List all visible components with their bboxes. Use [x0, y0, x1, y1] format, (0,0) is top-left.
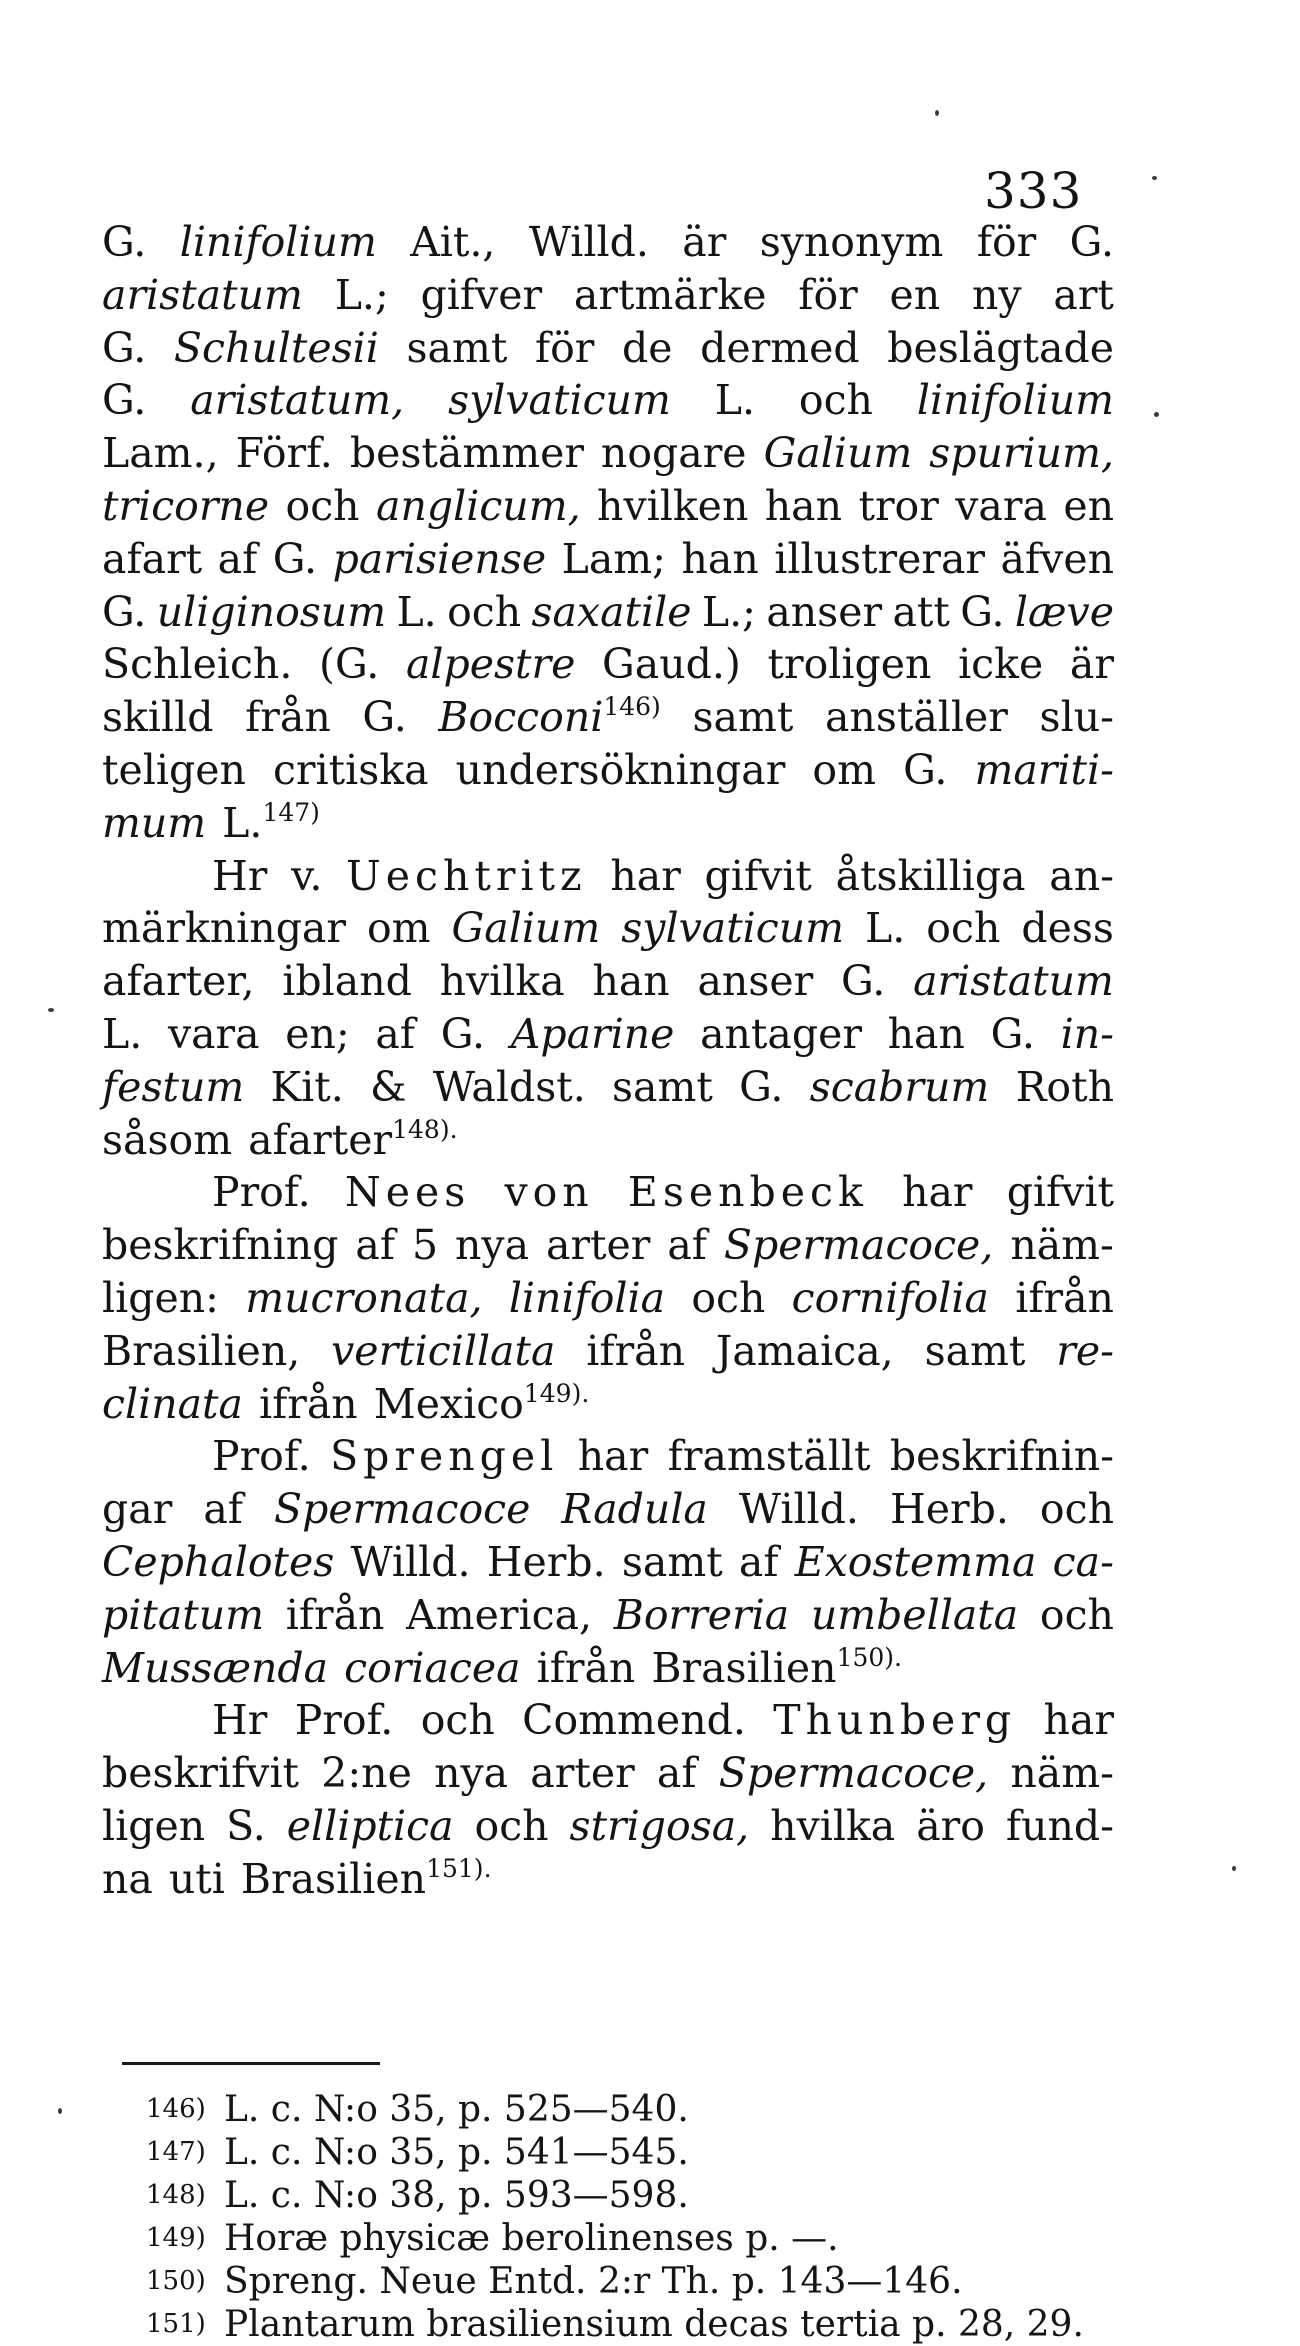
word: och — [474, 1801, 549, 1850]
word: synonym — [759, 218, 944, 266]
page-number: 333 — [984, 162, 1083, 220]
word: samt — [406, 323, 508, 372]
footnote-ref: 149). — [523, 1378, 590, 1408]
word: cornifolia — [791, 1273, 989, 1322]
word: gifvit — [1006, 1168, 1114, 1217]
word: G. — [739, 1062, 784, 1111]
word: Brasilien$^{151).}$ — [240, 1853, 492, 1903]
word: Aparine — [510, 1009, 675, 1058]
word: hvilka — [439, 957, 565, 1006]
text-line — [102, 955, 1114, 1008]
word: afarter$^{148).}$ — [248, 1114, 458, 1164]
text-line — [102, 374, 1114, 427]
word: har — [902, 1168, 973, 1217]
footnote-number: 151) — [146, 2309, 206, 2339]
text-line — [102, 1853, 1114, 1906]
ink-speck — [935, 110, 939, 116]
word: beskrifning — [102, 1221, 339, 1270]
word: umbellata — [810, 1590, 1019, 1639]
word: Mussænda — [102, 1643, 329, 1692]
word: Lam; — [561, 534, 666, 583]
word: har — [610, 851, 681, 900]
text-line — [102, 1747, 1114, 1800]
word: anser — [766, 587, 883, 636]
word: afart — [102, 534, 203, 583]
word: clinata — [102, 1379, 243, 1428]
word: är — [1069, 640, 1114, 689]
ink-speck — [1154, 412, 1159, 417]
word: om — [812, 745, 876, 794]
footnotes — [146, 2088, 1106, 2346]
word: och — [926, 904, 1001, 953]
word: G. — [272, 534, 318, 583]
word: Willd. — [528, 218, 649, 266]
word: gar — [102, 1485, 173, 1534]
footnote-number: 146) — [146, 2094, 206, 2124]
footnote-ref: 150). — [836, 1642, 902, 1672]
word: Bocconi$^{146)}$ — [438, 691, 661, 742]
word: (G. — [318, 640, 380, 689]
word: linifolium — [179, 218, 377, 266]
word: dess — [1021, 904, 1114, 953]
text-line — [102, 850, 1114, 903]
word: na — [102, 1854, 153, 1903]
footnote-text: Horæ physicæ berolinenses p. —. — [224, 2218, 839, 2259]
word: Spermacoce, — [718, 1749, 989, 1798]
word: G. — [102, 323, 147, 372]
footnote — [146, 2131, 1106, 2174]
word: framställt — [667, 1432, 871, 1481]
word: Galium — [763, 429, 913, 478]
word: G. — [102, 587, 147, 636]
word: Gaud.) — [602, 640, 741, 689]
word: aristatum, — [190, 376, 405, 425]
word: äro — [916, 1801, 985, 1850]
word: mariti- — [974, 745, 1114, 794]
text-line — [102, 1325, 1114, 1378]
word: G. — [440, 1009, 486, 1058]
word: vara — [955, 481, 1047, 530]
footnote-text: L. c. N:o 35, p. 541—545. — [224, 2132, 689, 2173]
word: an- — [1049, 851, 1114, 900]
word: aristatum — [102, 270, 303, 319]
word: G. — [102, 218, 147, 266]
word: mum — [102, 798, 207, 847]
word: för — [534, 323, 595, 372]
word: åtskilliga — [835, 851, 1026, 900]
word: af — [355, 1221, 396, 1270]
word: sylvaticum — [448, 376, 671, 425]
word: L. — [865, 904, 906, 953]
footnote — [146, 2174, 1106, 2217]
word: Lam., — [102, 429, 219, 478]
word: teligen — [102, 745, 246, 794]
word: Spermacoce, — [723, 1221, 994, 1270]
footnote-number: 147) — [146, 2137, 206, 2167]
word: Ait., — [410, 218, 496, 266]
word: hvilken — [597, 481, 749, 530]
text-line — [102, 1008, 1114, 1061]
word: Mexico$^{149).}$ — [373, 1378, 590, 1428]
word: ligen — [102, 1801, 206, 1850]
text-line — [102, 1061, 1114, 1114]
word: arter — [530, 1749, 635, 1798]
word: critiska — [272, 745, 429, 794]
word: och — [1039, 1590, 1114, 1639]
word: han — [592, 957, 670, 1006]
text-line — [102, 586, 1114, 639]
word: och — [1039, 1485, 1114, 1534]
word: Schultesii — [173, 323, 379, 372]
footnote-text: L. c. N:o 35, p. 525—540. — [224, 2089, 689, 2130]
word: Waldst. — [432, 1062, 586, 1111]
word: och — [285, 481, 360, 530]
word: Kit. — [270, 1062, 344, 1111]
text-line — [102, 1483, 1114, 1536]
word: Roth — [1015, 1062, 1114, 1111]
text-line — [102, 1378, 1114, 1431]
word: af — [375, 1009, 416, 1058]
footnote-number: 148) — [146, 2180, 206, 2210]
word: vara — [167, 1009, 260, 1058]
word: Hr — [212, 1696, 268, 1745]
word: från — [245, 693, 331, 742]
word: parisiense — [332, 534, 547, 583]
word: för — [976, 218, 1037, 266]
word: har — [1043, 1696, 1114, 1745]
word: ligen: — [102, 1273, 219, 1322]
word: v. — [291, 851, 323, 900]
word: Uechtritz — [346, 851, 587, 900]
word: och — [420, 1696, 495, 1745]
word: äfven — [1000, 534, 1114, 583]
text-line — [102, 427, 1114, 480]
text-line — [102, 1114, 1114, 1167]
word: Schleich. — [102, 640, 293, 689]
word: icke — [958, 640, 1044, 689]
word: beskrifnin- — [889, 1432, 1114, 1481]
word: en — [1063, 481, 1114, 530]
word: in- — [1060, 1009, 1114, 1058]
word: L. — [714, 376, 755, 425]
word: arter — [546, 1221, 651, 1270]
footnote — [146, 2088, 1106, 2131]
word: af — [217, 534, 258, 583]
word: 5 — [411, 1221, 439, 1270]
word: alpestre — [405, 640, 576, 689]
word: 2:ne — [321, 1749, 412, 1798]
word: märkningar — [102, 904, 346, 953]
word: tror — [858, 481, 939, 530]
word: hvilka — [770, 1801, 896, 1850]
word: tricorne — [102, 481, 270, 530]
word: & — [370, 1062, 407, 1111]
word: samt — [612, 1062, 713, 1111]
word: af — [203, 1485, 243, 1534]
footnote-text: L. c. N:o 38, p. 593—598. — [224, 2175, 689, 2216]
word: pitatum — [102, 1590, 265, 1639]
ink-speck — [1232, 1866, 1236, 1871]
word: scabrum — [809, 1062, 990, 1111]
word: læve — [1014, 587, 1114, 636]
footnote — [146, 2303, 1106, 2346]
ink-speck — [1152, 176, 1157, 180]
text-line — [102, 1642, 1114, 1695]
word: af — [656, 1749, 697, 1798]
word: Jamaica, — [715, 1326, 894, 1375]
word: nya — [434, 1749, 509, 1798]
footnote-rule — [122, 2062, 380, 2065]
word: Brasilien, — [102, 1326, 301, 1375]
text-line — [102, 1219, 1114, 1272]
word: slu- — [1039, 693, 1114, 742]
body-text — [102, 216, 1114, 1906]
text-line — [102, 902, 1114, 955]
word: ifrån — [536, 1643, 636, 1692]
word: Nees — [344, 1168, 471, 1217]
word: nogare — [600, 429, 747, 478]
word: ny — [972, 270, 1022, 319]
text-line — [102, 322, 1114, 375]
text-line — [102, 744, 1114, 797]
word: art — [1053, 270, 1114, 319]
word: Brasilien$^{150).}$ — [651, 1642, 902, 1692]
word: mucronata, — [245, 1273, 483, 1322]
word: America, — [406, 1590, 593, 1639]
word: saxatile — [531, 587, 692, 636]
word: L.$^{147)}$ — [222, 797, 320, 847]
word: uliginosum — [156, 587, 387, 636]
word: att — [892, 587, 950, 636]
word: af — [738, 1537, 779, 1586]
word: anglicum, — [376, 481, 581, 530]
word: han — [764, 481, 843, 530]
word: Sprengel — [330, 1432, 559, 1481]
ink-speck — [48, 1008, 54, 1012]
word: beskrifvit — [102, 1749, 300, 1798]
word: och — [691, 1273, 766, 1322]
word: har — [577, 1432, 649, 1481]
word: Hr — [212, 851, 268, 900]
text-line — [102, 216, 1114, 269]
word: ifrån — [586, 1326, 686, 1375]
text-line — [102, 797, 1114, 850]
word: S. — [226, 1801, 266, 1850]
word: en; — [285, 1009, 350, 1058]
word: linifolia — [508, 1273, 666, 1322]
word: samt — [924, 1326, 1026, 1375]
word: Herb. — [889, 1485, 1009, 1534]
word: Radula — [561, 1485, 708, 1534]
word: ifrån — [285, 1590, 385, 1639]
word: strigosa, — [569, 1801, 750, 1850]
word: uti — [168, 1854, 225, 1903]
word: gifvit — [704, 851, 812, 900]
word: troligen — [767, 640, 932, 689]
word: Willd. — [350, 1537, 471, 1586]
word: såsom — [102, 1115, 233, 1164]
word: ibland — [282, 957, 412, 1006]
word: Commend. — [522, 1696, 746, 1745]
footnote-number: 150) — [146, 2266, 206, 2296]
word: aristatum — [913, 957, 1114, 1006]
word: L. — [102, 1009, 143, 1058]
word: festum — [102, 1062, 245, 1111]
word: verticillata — [331, 1326, 556, 1375]
word: elliptica — [286, 1801, 454, 1850]
word: han — [681, 534, 759, 583]
text-line — [102, 1589, 1114, 1642]
word: är — [682, 218, 727, 266]
word: beslägtade — [887, 323, 1114, 372]
footnote-ref: 148). — [392, 1114, 458, 1144]
word: en — [889, 270, 941, 319]
text-line — [102, 638, 1114, 691]
word: de — [622, 323, 673, 372]
word: spurium, — [929, 429, 1114, 478]
text-line — [102, 533, 1114, 586]
footnote-text: Plantarum brasiliensium decas tertia p. 28, 29. — [224, 2304, 1084, 2345]
word: G. — [990, 1009, 1035, 1058]
word: G. — [1069, 218, 1114, 266]
footnote-text: Spreng. Neue Entd. 2:r Th. p. 143—146. — [224, 2261, 963, 2302]
word: ifrån — [258, 1379, 358, 1428]
word: G. — [362, 693, 407, 742]
word: näm- — [1010, 1749, 1114, 1798]
word: af — [667, 1221, 707, 1270]
word: G. — [903, 745, 948, 794]
word: G. — [840, 957, 886, 1006]
footnote-ref: 151). — [426, 1853, 492, 1883]
text-line — [102, 1430, 1114, 1483]
word: bestämmer — [349, 429, 584, 478]
word: afarter, — [102, 957, 255, 1006]
word: gifver — [420, 270, 543, 319]
text-line — [102, 269, 1114, 322]
ink-speck — [58, 2108, 62, 2114]
word: Förf. — [235, 429, 333, 478]
footnote — [146, 2260, 1106, 2303]
word: om — [366, 904, 431, 953]
word: han — [887, 1009, 965, 1058]
word: näm- — [1010, 1221, 1114, 1270]
word: L.; — [334, 270, 389, 319]
word: G. — [960, 587, 1005, 636]
word: Borreria — [613, 1590, 790, 1639]
word: Thunberg — [773, 1696, 1017, 1745]
word: sylvaticum — [621, 904, 845, 953]
word: dermed — [700, 323, 860, 372]
word: Prof. — [294, 1696, 394, 1745]
word: samt — [621, 1537, 723, 1586]
word: Prof. — [212, 1432, 311, 1481]
text-line — [102, 480, 1114, 533]
footnote-ref: 146) — [603, 691, 661, 721]
word: för — [798, 270, 858, 319]
word: anställer — [824, 693, 1008, 742]
word: och — [447, 587, 522, 636]
word: Prof. — [212, 1168, 311, 1217]
word: artmärke — [573, 270, 767, 319]
word: L. — [396, 587, 437, 636]
word: linifolium — [916, 376, 1114, 425]
word: Willd. — [738, 1485, 859, 1534]
text-line — [102, 1800, 1114, 1853]
word: Herb. — [486, 1537, 606, 1586]
footnote — [146, 2217, 1106, 2260]
text-line — [102, 1694, 1114, 1747]
word: antager — [700, 1009, 862, 1058]
word: och — [798, 376, 873, 425]
word: nya — [455, 1221, 530, 1270]
text-line — [102, 691, 1114, 744]
word: samt — [692, 693, 794, 742]
word: fund- — [1005, 1801, 1114, 1850]
word: skilld — [102, 693, 214, 742]
text-line — [102, 1272, 1114, 1325]
word: coriacea — [344, 1643, 521, 1692]
word: anser — [697, 957, 814, 1006]
word: Cephalotes — [102, 1537, 335, 1586]
word: ca- — [1052, 1537, 1114, 1586]
text-line — [102, 1166, 1114, 1219]
text-line — [102, 1536, 1114, 1589]
word: Spermacoce — [273, 1485, 531, 1534]
word: re- — [1056, 1326, 1114, 1375]
word: G. — [102, 376, 147, 425]
word: Esenbeck — [627, 1168, 868, 1217]
word: undersökningar — [455, 745, 786, 794]
footnote-number: 149) — [146, 2223, 206, 2253]
word: L.; — [701, 587, 756, 636]
word: illustrerar — [774, 534, 986, 583]
word: Exostemma — [794, 1537, 1037, 1586]
word: ifrån — [1015, 1273, 1114, 1322]
footnote-ref: 147) — [262, 797, 320, 827]
word: von — [504, 1168, 594, 1217]
word: Galium — [451, 904, 601, 953]
